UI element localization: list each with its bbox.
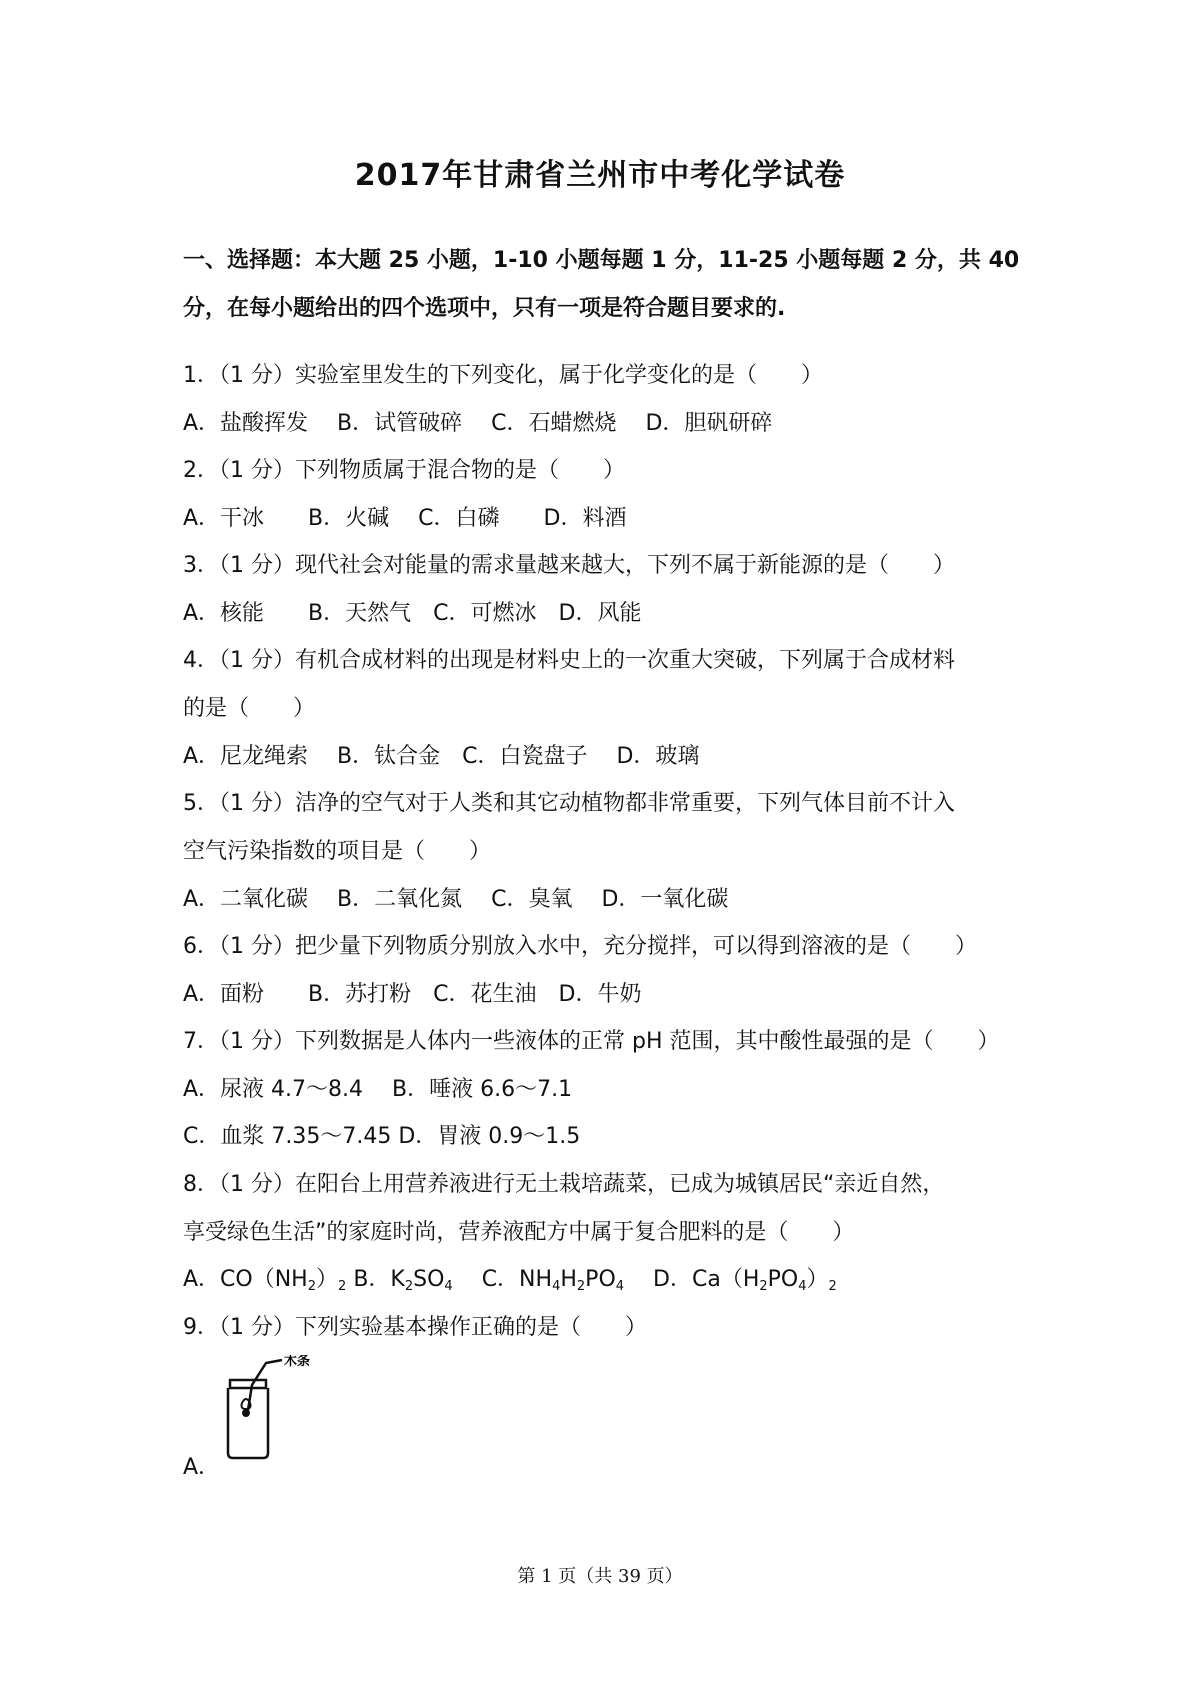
q1-options: A．盐酸挥发 B．试管破碎 C．石蜡燃烧 D．胆矾研碎 [183,411,773,436]
q5-stem-line-2: 空气污染指数的项目是（ ） [183,839,492,864]
q8-stem-line-2: 享受绿色生活”的家庭时尚，营养液配方中属于复合肥料的是（ ） [183,1220,855,1245]
q1-stem: 1．（1 分）实验室里发生的下列变化，属于化学变化的是（ ） [183,363,823,388]
stick-label: 木条 [284,1355,311,1369]
q8-option-a: A．$CO(NH_2)_2$ [183,1267,347,1294]
q3-options: A．核能 B．天然气 C．可燃冰 D．风能 [183,601,642,626]
q7-stem: 7．（1 分）下列数据是人体内一些液体的正常 pH 范围，其中酸性最强的是（ ） [183,1029,1000,1054]
q7-options-line-1: A．尿液 4.7～8.4 B．唾液 6.6～7.1 [183,1077,573,1102]
q8-stem-line-1: 8．（1 分）在阳台上用营养液进行无土栽培蔬菜，已成为城镇居民“亲近自然， [183,1172,945,1197]
q9-stem: 9．（1 分）下列实验基本操作正确的是（ ） [183,1315,647,1340]
q8-option-d: D．$Ca(H_2PO_4)_2$ [653,1267,837,1294]
q4-stem-line-1: 4．（1 分）有机合成材料的出现是材料史上的一次重大突破，下列属于合成材料 [183,648,955,673]
page-title: 2017年甘肃省兰州市中考化学试卷 [354,158,846,193]
q5-stem-line-1: 5．（1 分）洁净的空气对于人类和其它动植物都非常重要，下列气体目前不计入 [183,791,955,816]
section-heading-line-1: 一、选择题：本大题 25 小题，1-10 小题每题 1 分，11-25 小题每题 2 分，共 40 [183,248,1020,273]
bottle-body [228,1388,268,1458]
q7-options-line-2: C．血浆 7.35～7.45 D．胃液 0.9～1.5 [183,1124,581,1149]
bottle-neck [230,1380,266,1388]
q9-option-a-label: A． [183,1455,221,1480]
q4-options: A．尼龙绳索 B．钛合金 C．白瓷盘子 D．玻璃 [183,744,700,769]
q8-options [183,1266,837,1294]
gas-bottle-wooden-stick-figure [222,1355,332,1465]
section-heading-line-2: 分，在每小题给出的四个选项中，只有一项是符合题目要求的. [183,296,786,321]
q2-options: A．干冰 B．火碱 C．白磷 D．料酒 [183,506,627,531]
q4-stem-line-2: 的是（ ） [183,696,316,721]
q6-stem: 6．（1 分）把少量下列物质分别放入水中，充分搅拌，可以得到溶液的是（ ） [183,934,977,959]
q8-option-c: C．$NH_4H_2PO_4$ [481,1267,625,1294]
q3-stem: 3．（1 分）现代社会对能量的需求量越来越大，下列不属于新能源的是（ ） [183,553,955,578]
q6-options: A．面粉 B．苏打粉 C．花生油 D．牛奶 [183,982,642,1007]
q2-stem: 2．（1 分）下列物质属于混合物的是（ ） [183,458,625,483]
ember-dot [242,1409,250,1417]
q8-option-b: B．$K_2SO_4$ [353,1267,453,1294]
q5-options: A．二氧化碳 B．二氧化氮 C．臭氧 D．一氧化碳 [183,887,729,912]
page-footer: 第 1 页（共 39 页） [517,1566,683,1587]
